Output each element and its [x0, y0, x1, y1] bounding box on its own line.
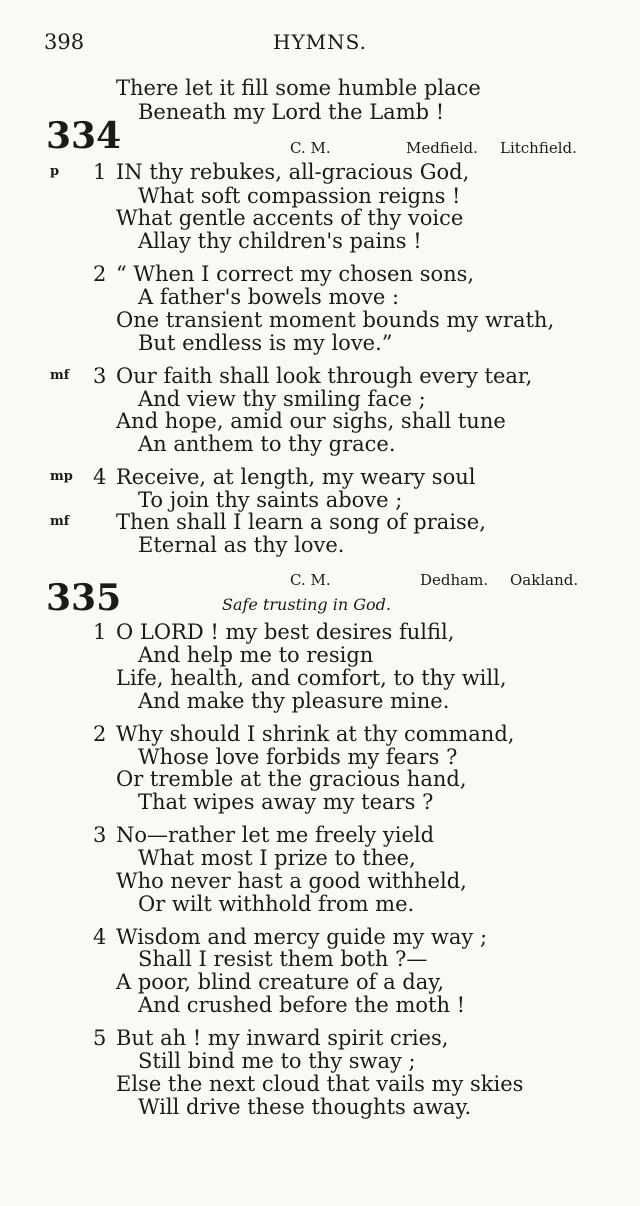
verse-line: One transient moment bounds my wrath, [116, 308, 555, 332]
tune-name: Dedham. [420, 571, 489, 589]
verse-line: Still bind me to thy sway ; [138, 1049, 416, 1073]
verse-line: Wisdom and mercy guide my way ; [116, 925, 488, 949]
verse-line: What gentle accents of thy voice [116, 206, 464, 230]
verse-line: That wipes away my tears ? [138, 790, 434, 814]
verse-line: Then shall I learn a song of praise, [116, 510, 486, 534]
stanza-number: 5 [93, 1026, 107, 1050]
verse-line: Else the next cloud that vails my skies [116, 1072, 524, 1096]
stanza-number: 2 [93, 722, 107, 746]
verse-line: Life, health, and comfort, to thy will, [116, 666, 507, 690]
dynamic-marking: mp [50, 469, 73, 484]
prelude-line: There let it fill some humble place [116, 76, 481, 100]
prelude-line: Beneath my Lord the Lamb ! [138, 100, 445, 124]
verse-line: O LORD ! my best desires fulfil, [116, 620, 455, 644]
stanza-number: 4 [93, 925, 107, 949]
verse-line: “ When I correct my chosen sons, [116, 262, 475, 286]
stanza-number: 3 [93, 364, 107, 388]
running-head [0, 30, 640, 60]
hymn-subtitle: Safe trusting in God. [222, 595, 391, 614]
verse-line: Or wilt withhold from me. [138, 892, 415, 916]
verse-line: And help me to resign [138, 643, 374, 667]
tune-name: Medfield. [406, 139, 478, 157]
verse-line: What soft compassion reigns ! [138, 184, 461, 208]
verse-line: And crushed before the moth ! [138, 993, 466, 1017]
hymn-meter: C. M. [290, 139, 331, 157]
hymn-number: 335 [46, 577, 122, 619]
verse-line: And hope, amid our sighs, shall tune [116, 409, 506, 433]
verse-line: Shall I resist them both ?— [138, 947, 428, 971]
verse-line: And view thy smiling face ; [138, 387, 426, 411]
verse-line: What most I prize to thee, [138, 846, 416, 870]
verse-line: No—rather let me freely yield [116, 823, 435, 847]
verse-line: Or tremble at the gracious hand, [116, 767, 467, 791]
verse-line: A father's bowels move : [138, 285, 400, 309]
verse-line: Allay thy children's pains ! [138, 229, 422, 253]
verse-line: And make thy pleasure mine. [138, 689, 450, 713]
dynamic-marking: mf [50, 514, 70, 529]
hymn-number: 334 [46, 115, 122, 157]
verse-line: A poor, blind creature of a day, [116, 970, 445, 994]
running-title: HYMNS. [273, 30, 367, 54]
verse-line: But endless is my love.” [138, 331, 393, 355]
verse-line: Who never hast a good withheld, [116, 869, 467, 893]
verse-line: But ah ! my inward spirit cries, [116, 1026, 449, 1050]
verse-line: Why should I shrink at thy command, [116, 722, 515, 746]
verse-line: To join thy saints above ; [138, 488, 403, 512]
verse-line: Receive, at length, my weary soul [116, 465, 476, 489]
stanza-number: 1 [93, 620, 107, 644]
verse-line: Our faith shall look through every tear, [116, 364, 533, 388]
tune-name: Oakland. [510, 571, 579, 589]
stanza-number: 3 [93, 823, 107, 847]
verse-line: Whose love forbids my fears ? [138, 745, 458, 769]
hymn-meter: C. M. [290, 571, 331, 589]
stanza-number: 4 [93, 465, 107, 489]
dynamic-marking: mf [50, 368, 70, 383]
verse-line: IN thy rebukes, all-gracious God, [116, 160, 470, 184]
dynamic-marking: p [50, 164, 60, 179]
tune-name: Litchfield. [500, 139, 577, 157]
verse-line: Will drive these thoughts away. [138, 1095, 472, 1119]
stanza-number: 2 [93, 262, 107, 286]
page-number: 398 [44, 30, 85, 54]
verse-line: Eternal as thy love. [138, 533, 345, 557]
stanza-number: 1 [93, 160, 107, 184]
verse-line: An anthem to thy grace. [138, 432, 396, 456]
